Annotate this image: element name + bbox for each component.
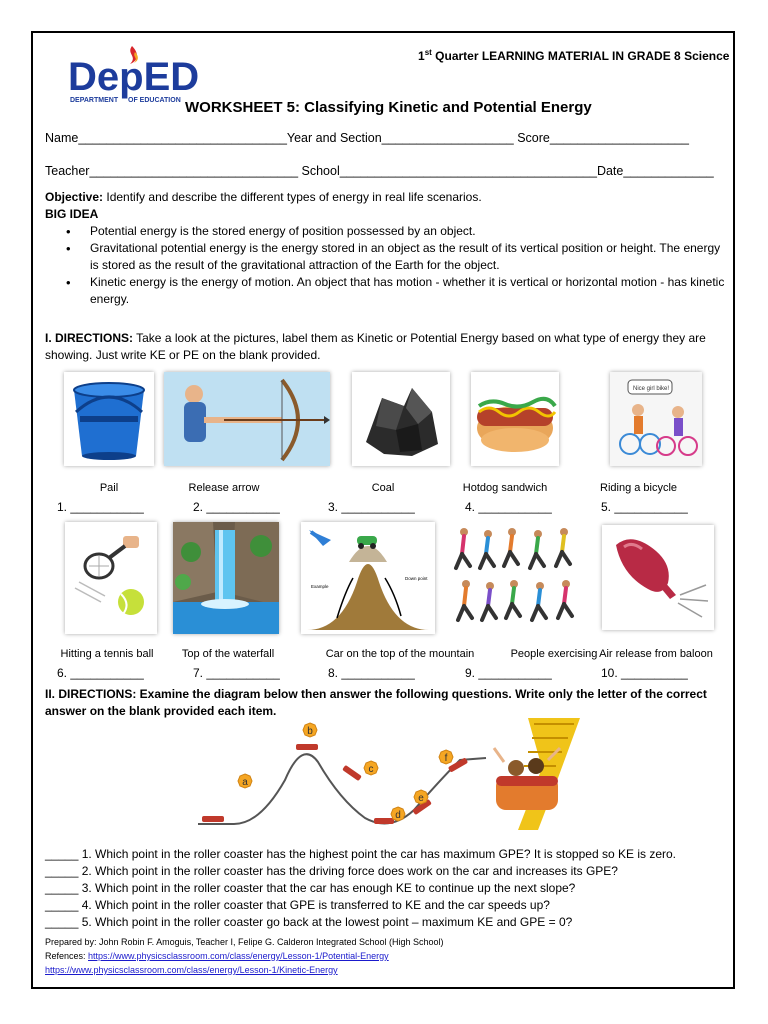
teacher-fields-row[interactable]: Teacher______________________________ School_____________________________________Date_____________ bbox=[45, 164, 714, 178]
bicycle-image bbox=[610, 372, 702, 466]
point-f-label: f bbox=[444, 753, 448, 764]
caption-2: Release arrow bbox=[188, 482, 260, 494]
quarter-heading: 1st Quarter LEARNING MATERIAL IN GRADE 8 Science bbox=[418, 48, 730, 63]
point-d-label: d bbox=[395, 810, 401, 821]
reference-link-potential[interactable]: https://www.physicsclassroom.com/class/energy/Lesson-1/Potential-Energy bbox=[88, 951, 389, 961]
big-idea-list bbox=[62, 223, 727, 308]
big-idea-item: • Potential energy is the stored energy of position possessed by an object. bbox=[62, 223, 727, 240]
bike-speech-bubble: Nice girl bike! bbox=[633, 386, 670, 392]
caption-4: Hotdog sandwich bbox=[462, 482, 548, 494]
deped-logo bbox=[68, 44, 208, 104]
question-2[interactable]: _____ 2. Which point in the roller coaster has the driving force does work on the car and increases its GPE? bbox=[45, 864, 618, 878]
caption-6: Hitting a tennis ball bbox=[60, 648, 154, 660]
roller-coaster-diagram bbox=[190, 720, 490, 830]
prepared-by: Prepared by: John Robin F. Amoguis, Teacher I, Felipe G. Calderon Integrated School (High School) bbox=[45, 937, 444, 947]
answer-blank-5[interactable]: 5. ___________ bbox=[601, 500, 688, 514]
answer-blank-7[interactable]: 7. ___________ bbox=[193, 666, 280, 680]
mountain-car-image bbox=[301, 522, 435, 634]
logo-subtext-right: OF EDUCATION bbox=[128, 97, 181, 104]
answer-blank-9[interactable]: 9. ___________ bbox=[465, 666, 552, 680]
answer-blank-8[interactable]: 8. ___________ bbox=[328, 666, 415, 680]
exercising-image bbox=[450, 522, 580, 634]
caption-10: Air release from baloon bbox=[599, 648, 713, 660]
hotdog-image bbox=[471, 372, 559, 466]
caption-5: Riding a bicycle bbox=[600, 482, 678, 494]
point-a-label: a bbox=[242, 777, 248, 788]
answer-blank-1[interactable]: 1. ___________ bbox=[57, 500, 144, 514]
point-e-label: e bbox=[418, 793, 424, 804]
question-5[interactable]: _____ 5. Which point in the roller coaster go back at the lowest point – maximum KE and GPE = 0? bbox=[45, 915, 573, 929]
caption-3: Coal bbox=[371, 482, 395, 494]
objective: Objective: Identify and describe the different types of energy in real life scenarios. bbox=[45, 190, 482, 204]
balloon-image bbox=[602, 525, 714, 630]
big-idea-item: • Kinetic energy is the energy of motion. An object that has motion - whether it is vertical or horizontal motion - has kinetic energy. bbox=[62, 274, 727, 308]
caption-7: Top of the waterfall bbox=[181, 648, 275, 660]
point-c-label: c bbox=[368, 764, 374, 775]
coal-image bbox=[352, 372, 450, 466]
references-line-2 bbox=[45, 965, 338, 975]
question-4[interactable]: _____ 4. Which point in the roller coaster that GPE is transferred to KE and the car speeds up? bbox=[45, 898, 550, 912]
answer-blank-6[interactable]: 6. ___________ bbox=[57, 666, 144, 680]
answer-blank-4[interactable]: 4. ___________ bbox=[465, 500, 552, 514]
caption-8: Car on the top of the mountain bbox=[325, 648, 475, 660]
pail-image bbox=[64, 372, 154, 466]
logo-wordmark: DepED bbox=[68, 55, 200, 99]
student-fields-row[interactable]: Name______________________________Year and Section___________________ Score____________________ bbox=[45, 131, 689, 145]
big-idea-item: • Gravitational potential energy is the energy stored in an object as the result of its vertical position or height. The energy is stored as the result of the gravitational attraction of the Earth for the object. bbox=[62, 240, 727, 274]
roller-coaster-riders-image bbox=[488, 718, 580, 830]
logo-subtext-left: DEPARTMENT bbox=[70, 97, 119, 104]
answer-blank-10[interactable]: 10. __________ bbox=[601, 666, 688, 680]
caption-9: People exercising bbox=[510, 648, 598, 660]
question-3[interactable]: _____ 3. Which point in the roller coaster that the car has enough KE to continue up the next slope? bbox=[45, 881, 576, 895]
reference-link-kinetic[interactable]: https://www.physicsclassroom.com/class/energy/Lesson-1/Kinetic-Energy bbox=[45, 965, 338, 975]
tennis-image bbox=[65, 522, 157, 634]
answer-blank-3[interactable]: 3. ___________ bbox=[328, 500, 415, 514]
part2-directions: II. DIRECTIONS: Examine the diagram below then answer the following questions. Write only the letter of the correct answer on the blank provided each item. bbox=[45, 687, 707, 718]
mountain-label-right: Down point bbox=[405, 576, 428, 581]
big-idea-heading: BIG IDEA bbox=[45, 207, 99, 221]
question-1[interactable]: _____ 1. Which point in the roller coaster has the highest point the car has maximum GPE? It is stopped so KE is zero. bbox=[45, 847, 676, 861]
part1-directions: I. DIRECTIONS: Take a look at the pictures, label them as Kinetic or Potential Energy based on what type of energy they are showing. Just write KE or PE on the blank provided. bbox=[45, 331, 706, 362]
mountain-label-left: Example bbox=[311, 584, 329, 589]
references-line: Refences: https://www.physicsclassroom.com/class/energy/Lesson-1/Potential-Energy bbox=[45, 951, 389, 961]
waterfall-image bbox=[173, 522, 279, 634]
point-b-label: b bbox=[307, 726, 313, 737]
answer-blank-2[interactable]: 2. ___________ bbox=[193, 500, 280, 514]
worksheet-title: WORKSHEET 5: Classifying Kinetic and Potential Energy bbox=[185, 99, 592, 116]
archer-image bbox=[164, 372, 330, 466]
caption-1: Pail bbox=[99, 482, 119, 494]
